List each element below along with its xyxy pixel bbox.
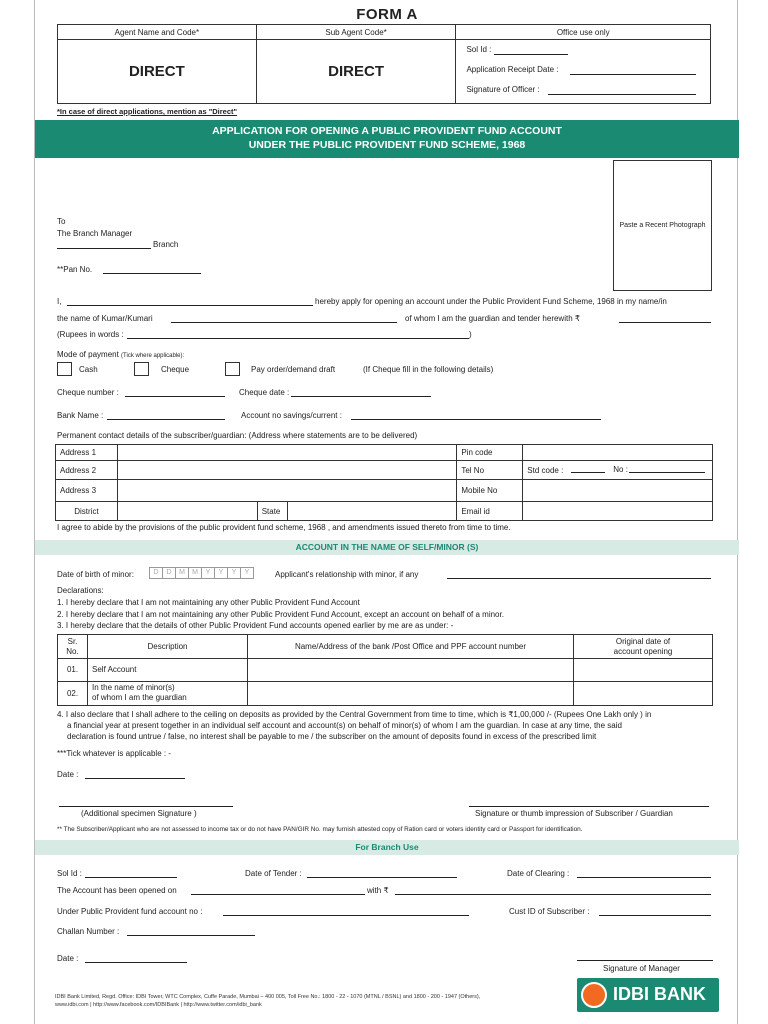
- row2-desc-line-2: of whom I am the guardian: [92, 693, 187, 703]
- address2-label: Address 2: [56, 461, 118, 480]
- agree-text: I agree to abide by the provisions of the public provident fund scheme, 1968 , and amendments issued thereto from time to time.: [57, 523, 511, 532]
- branch-sol-id-label: Sol Id :: [57, 869, 82, 878]
- email-id-field[interactable]: [523, 502, 713, 521]
- declaration-1: 1. I hereby declare that I am not maintaining any other Public Provident Fund Account: [57, 598, 360, 607]
- sub-agent-header: Sub Agent Code*: [256, 25, 456, 40]
- mobile-no-field[interactable]: [523, 480, 713, 502]
- tel-no-label: Tel No: [457, 461, 523, 480]
- declarations-heading: Declarations:: [57, 586, 104, 595]
- date-of-clearing-label: Date of Clearing :: [507, 869, 570, 878]
- challan-line[interactable]: [127, 935, 255, 936]
- opening-date-header: [574, 635, 713, 659]
- dob-box[interactable]: Y: [227, 567, 241, 579]
- declaration-4-line-2: a financial year at present together in an individual self account and account(s) on behalf of minor(s) of whom I am the guardian. In case at any time, the said: [67, 721, 622, 730]
- opened-on-label: The Account has been opened on: [57, 886, 177, 895]
- photo-label: Paste a Recent Photograph: [619, 222, 706, 229]
- additional-sig-line[interactable]: [59, 806, 233, 807]
- payorder-checkbox[interactable]: [225, 362, 240, 376]
- rupees-words-label: (Rupees in words :: [57, 330, 124, 339]
- branch-label: Branch: [153, 240, 179, 249]
- dob-label: Date of birth of minor:: [57, 570, 134, 579]
- cheque-date-label: Cheque date :: [239, 388, 290, 397]
- amount-line[interactable]: [619, 322, 711, 323]
- branch-date-label: Date :: [57, 954, 79, 963]
- dob-box[interactable]: D: [162, 567, 176, 579]
- date-of-clearing-line[interactable]: [577, 877, 711, 878]
- apply-text: hereby apply for opening an account under the Public Provident Fund Scheme, 1968 in my name/in: [315, 297, 667, 306]
- address3-field[interactable]: [117, 480, 456, 502]
- cheque-checkbox[interactable]: [134, 362, 149, 376]
- receipt-date-line[interactable]: [570, 74, 696, 75]
- cheque-note: (If Cheque fill in the following details): [363, 365, 494, 374]
- date-label: Date :: [57, 770, 79, 779]
- branch-name-line[interactable]: [57, 248, 151, 249]
- contact-heading: Permanent contact details of the subscriber/guardian: (Address where statements are to be delivered): [57, 431, 418, 440]
- subscriber-sig-line[interactable]: [469, 806, 709, 807]
- state-label: State: [257, 502, 287, 521]
- dob-box[interactable]: Y: [214, 567, 228, 579]
- row1-description: Self Account: [88, 659, 248, 681]
- declaration-2: 2. I hereby declare that I am not maintaining any other Public Provident Fund Account, except an account on behalf of a minor.: [57, 610, 504, 619]
- bank-name-label: Bank Name :: [57, 411, 104, 420]
- declaration-4-line-3: declaration is found untrue / false, no interest shall be payable to me / the subscriber on the amount of deposits found in excess of the prescribed limit: [67, 732, 597, 741]
- district-field[interactable]: [117, 502, 257, 521]
- dob-box[interactable]: Y: [201, 567, 215, 579]
- dob-box[interactable]: M: [175, 567, 189, 579]
- office-use-cell: [456, 40, 711, 104]
- minor-name-line[interactable]: [171, 322, 397, 323]
- state-field[interactable]: [287, 502, 457, 521]
- challan-label: Challan Number :: [57, 927, 120, 936]
- logo-text: IDBI BANK: [613, 984, 706, 1004]
- footer-line-2: www.idbi.com | http://www.facebook.com/IDBIBank | http://www.twitter.com/idbi_bank: [55, 1002, 262, 1008]
- address2-field[interactable]: [117, 461, 456, 480]
- row2-description: [88, 681, 248, 705]
- subscriber-sig-label: Signature or thumb impression of Subscriber / Guardian: [475, 809, 673, 818]
- guardian-text: of whom I am the guardian and tender herewith ₹: [405, 314, 580, 323]
- ppf-accounts-table: [57, 634, 713, 706]
- date-line[interactable]: [85, 778, 185, 779]
- with-amount-line[interactable]: [395, 894, 711, 895]
- form-title: FORM A: [356, 6, 418, 23]
- relationship-line[interactable]: [447, 578, 711, 579]
- cust-id-line[interactable]: [599, 915, 711, 916]
- bank-name-line[interactable]: [107, 419, 225, 420]
- main-title-band: [35, 120, 739, 158]
- rupees-words-line[interactable]: [127, 338, 469, 339]
- opening-date-header-line-1: Original date of: [615, 636, 671, 646]
- address3-label: Address 3: [56, 480, 118, 502]
- i-label: I,: [57, 297, 62, 306]
- tel-no-field[interactable]: [523, 461, 713, 480]
- payorder-label: Pay order/demand draft: [251, 365, 336, 374]
- additional-sig-label: (Additional specimen Signature ): [81, 809, 197, 818]
- direct-note: *In case of direct applications, mention as "Direct": [57, 107, 238, 116]
- pin-code-field[interactable]: [523, 445, 713, 461]
- officer-sig-label: Signature of Officer :: [466, 85, 540, 94]
- name-of-label: the name of Kumar/Kumari: [57, 314, 153, 323]
- close-paren: ): [469, 330, 472, 339]
- pin-code-label: Pin code: [457, 445, 523, 461]
- dob-box[interactable]: D: [149, 567, 163, 579]
- date-of-tender-label: Date of Tender :: [245, 869, 302, 878]
- officer-sig-line[interactable]: [548, 94, 696, 95]
- email-id-label: Email id: [457, 502, 523, 521]
- cash-label: Cash: [79, 365, 98, 374]
- row1-sr: 01.: [58, 659, 88, 681]
- sol-id-label: Sol Id :: [466, 45, 492, 54]
- cheque-date-line[interactable]: [291, 396, 431, 397]
- row2-desc-line-1: In the name of minor(s): [92, 683, 175, 693]
- footer-line-1: IDBI Bank Limited, Regd. Office: IDBI Tower, WTC Complex, Cuffe Parade, Mumbai – 400 005, Toll Free No.: 1800 - 22 - 1070 (MTNL / BSNL) and 1800 - 200 - 1947 (Others),: [55, 994, 481, 1000]
- manager-sig-label: Signature of Manager: [603, 964, 680, 973]
- footer: [55, 993, 480, 1009]
- agent-value[interactable]: DIRECT: [58, 40, 257, 104]
- row1-date-field[interactable]: [574, 659, 713, 681]
- cheque-number-line[interactable]: [125, 396, 225, 397]
- contact-table: [55, 444, 713, 521]
- row2-sr: 02.: [58, 681, 88, 705]
- opened-on-line[interactable]: [191, 894, 365, 895]
- address1-label: Address 1: [56, 445, 118, 461]
- manager-label: The Branch Manager: [57, 229, 133, 238]
- dob-boxes[interactable]: [149, 567, 253, 579]
- pan-label: **Pan No.: [57, 265, 93, 274]
- declaration-3: 3. I hereby declare that the details of other Public Provident Fund accounts opened earlier by me are as under: -: [57, 621, 454, 630]
- applicant-name-line[interactable]: [67, 305, 313, 306]
- branch-date-line[interactable]: [85, 962, 187, 963]
- branch-use-band: For Branch Use: [35, 840, 739, 855]
- description-header: Description: [88, 635, 248, 659]
- ppf-account-no-line[interactable]: [223, 915, 469, 916]
- office-header: Office use only: [456, 25, 711, 40]
- sr-header-text: Sr.: [67, 636, 78, 646]
- relationship-label: Applicant's relationship with minor, if any: [275, 570, 419, 579]
- photo-box[interactable]: [613, 160, 712, 291]
- dob-box[interactable]: Y: [240, 567, 254, 579]
- cheque-number-label: Cheque number :: [57, 388, 119, 397]
- row2-bank-field[interactable]: [248, 681, 574, 705]
- mode-label-text: Mode of payment: [57, 350, 119, 359]
- idbi-bank-logo: [577, 978, 719, 1012]
- form-page: [34, 0, 738, 1024]
- opening-date-header-line-2: account opening: [613, 646, 673, 656]
- std-code-label: Std code :: [527, 465, 564, 475]
- district-label: District: [56, 502, 118, 521]
- main-title-line-1: APPLICATION FOR OPENING A PUBLIC PROVIDENT FUND ACCOUNT: [212, 125, 562, 137]
- agent-header: Agent Name and Code*: [58, 25, 257, 40]
- main-title-line-2: UNDER THE PUBLIC PROVIDENT FUND SCHEME, 1968: [248, 139, 526, 151]
- account-no-line[interactable]: [351, 419, 601, 420]
- tel-number-line[interactable]: [629, 472, 705, 473]
- tick-note-text: (Tick where applicable):: [121, 353, 185, 359]
- manager-sig-line[interactable]: [577, 960, 713, 961]
- account-band: ACCOUNT IN THE NAME OF SELF/MINOR (S): [35, 540, 739, 555]
- tick-note: ***Tick whatever is applicable : -: [57, 749, 171, 758]
- tel-no-sub-label: No :: [613, 465, 628, 474]
- idbi-emblem-icon: [581, 982, 607, 1008]
- sub-agent-value[interactable]: DIRECT: [256, 40, 456, 104]
- sol-id-line[interactable]: [494, 54, 568, 55]
- to-label: To: [57, 217, 66, 226]
- pan-line[interactable]: [103, 273, 201, 274]
- branch-sol-id-line[interactable]: [85, 877, 177, 878]
- cash-checkbox[interactable]: [57, 362, 72, 376]
- row2-date-field[interactable]: [574, 681, 713, 705]
- pan-footnote: ** The Subscriber/Applicant who are not assessed to income tax or do not have PAN/GIR No. may furnish attested copy of Ration card or voters identity card or Passport for identification.: [57, 826, 583, 833]
- ppf-account-no-label: Under Public Provident fund account no :: [57, 907, 203, 916]
- date-of-tender-line[interactable]: [307, 877, 457, 878]
- cheque-label: Cheque: [161, 365, 190, 374]
- bank-name-header: Name/Address of the bank /Post Office and PPF account number: [248, 635, 574, 659]
- std-code-line[interactable]: [571, 472, 605, 473]
- row1-bank-field[interactable]: [248, 659, 574, 681]
- mobile-no-label: Mobile No: [457, 480, 523, 502]
- account-no-label: Account no savings/current :: [241, 411, 342, 420]
- cust-id-label: Cust ID of Subscriber :: [509, 907, 590, 916]
- address1-field[interactable]: [117, 445, 456, 461]
- dob-box[interactable]: M: [188, 567, 202, 579]
- no-header-text: No.: [66, 646, 79, 656]
- declaration-4-line-1: 4. I also declare that I shall adhere to the ceiling on deposits as provided by the Central Government from time to time, which is ₹1,00,000 /- (Rupees One Lakh only ) in: [57, 710, 652, 719]
- mode-of-payment-label: [57, 350, 184, 359]
- sr-no-header: [58, 635, 88, 659]
- with-amount-label: with ₹: [367, 886, 389, 895]
- agent-office-table: [57, 24, 711, 104]
- receipt-date-label: Application Receipt Date :: [466, 65, 559, 74]
